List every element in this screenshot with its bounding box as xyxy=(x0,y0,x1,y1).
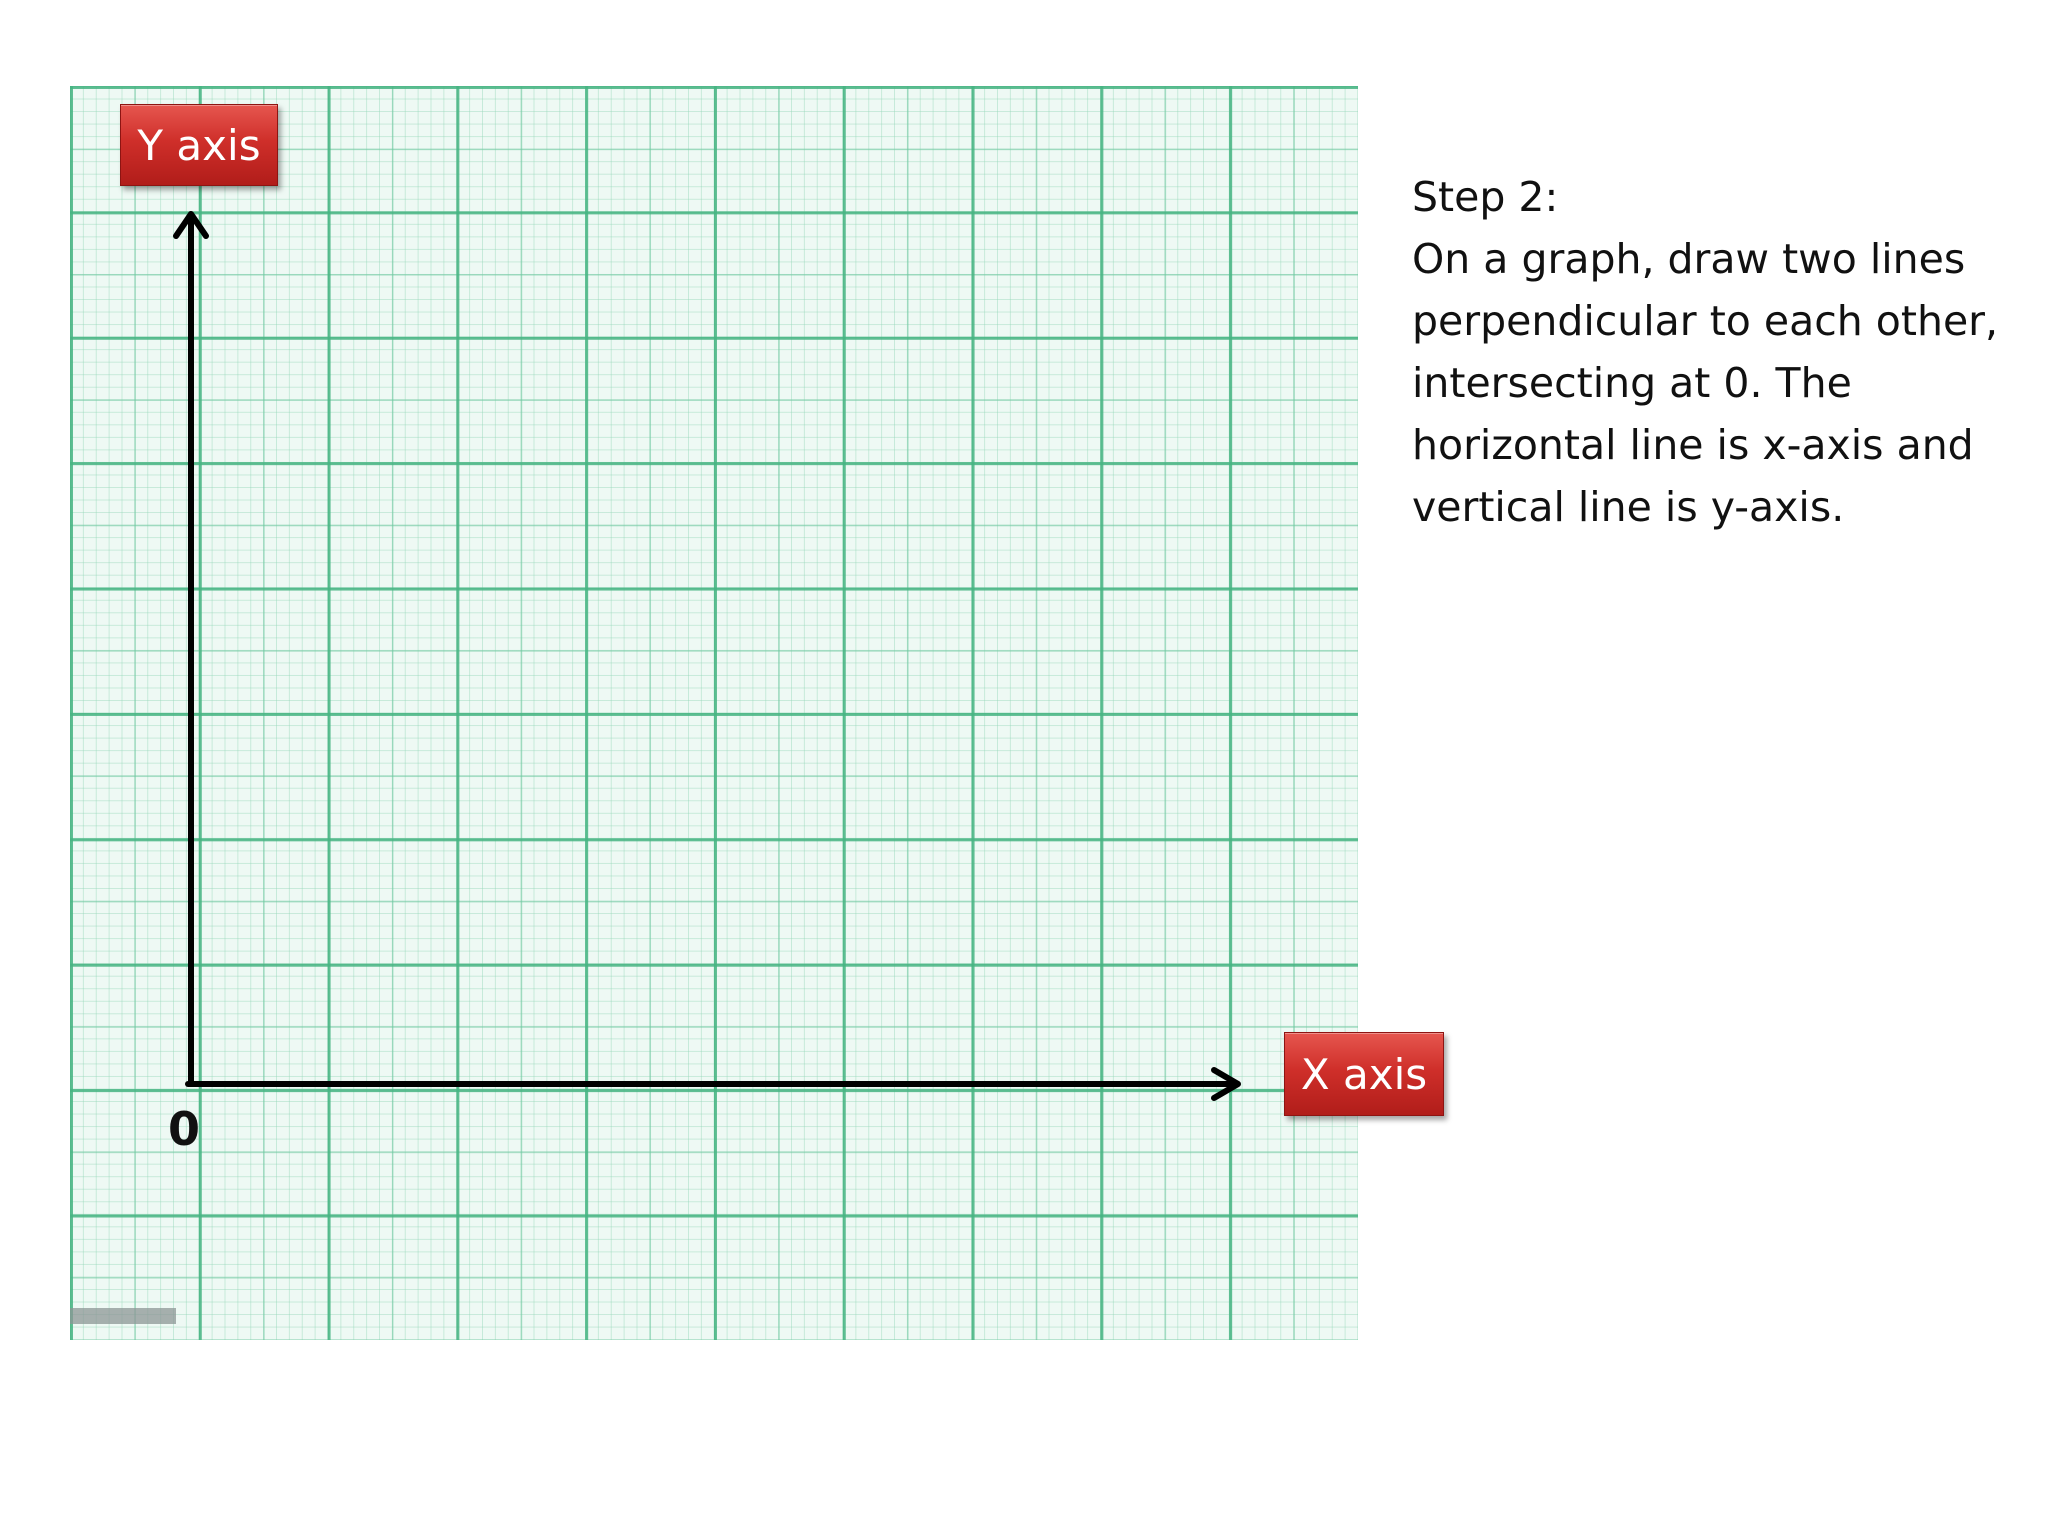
step-title: Step 2: xyxy=(1412,173,1559,221)
y-axis-label-box xyxy=(120,104,278,186)
step-body: On a graph, draw two lines perpendicular to each other, intersecting at 0. The horizontal line is x-axis and vertical line is y-axis. xyxy=(1412,235,1999,531)
instruction-text xyxy=(1412,166,2012,538)
stock-id-tag xyxy=(70,1308,176,1324)
x-axis-label-text: X axis xyxy=(1300,1049,1428,1099)
origin-label: 0 xyxy=(168,1102,201,1156)
y-axis-label-text: Y axis xyxy=(137,120,261,170)
x-axis-label-box xyxy=(1284,1032,1444,1116)
graph-paper-grid xyxy=(70,86,1358,1340)
